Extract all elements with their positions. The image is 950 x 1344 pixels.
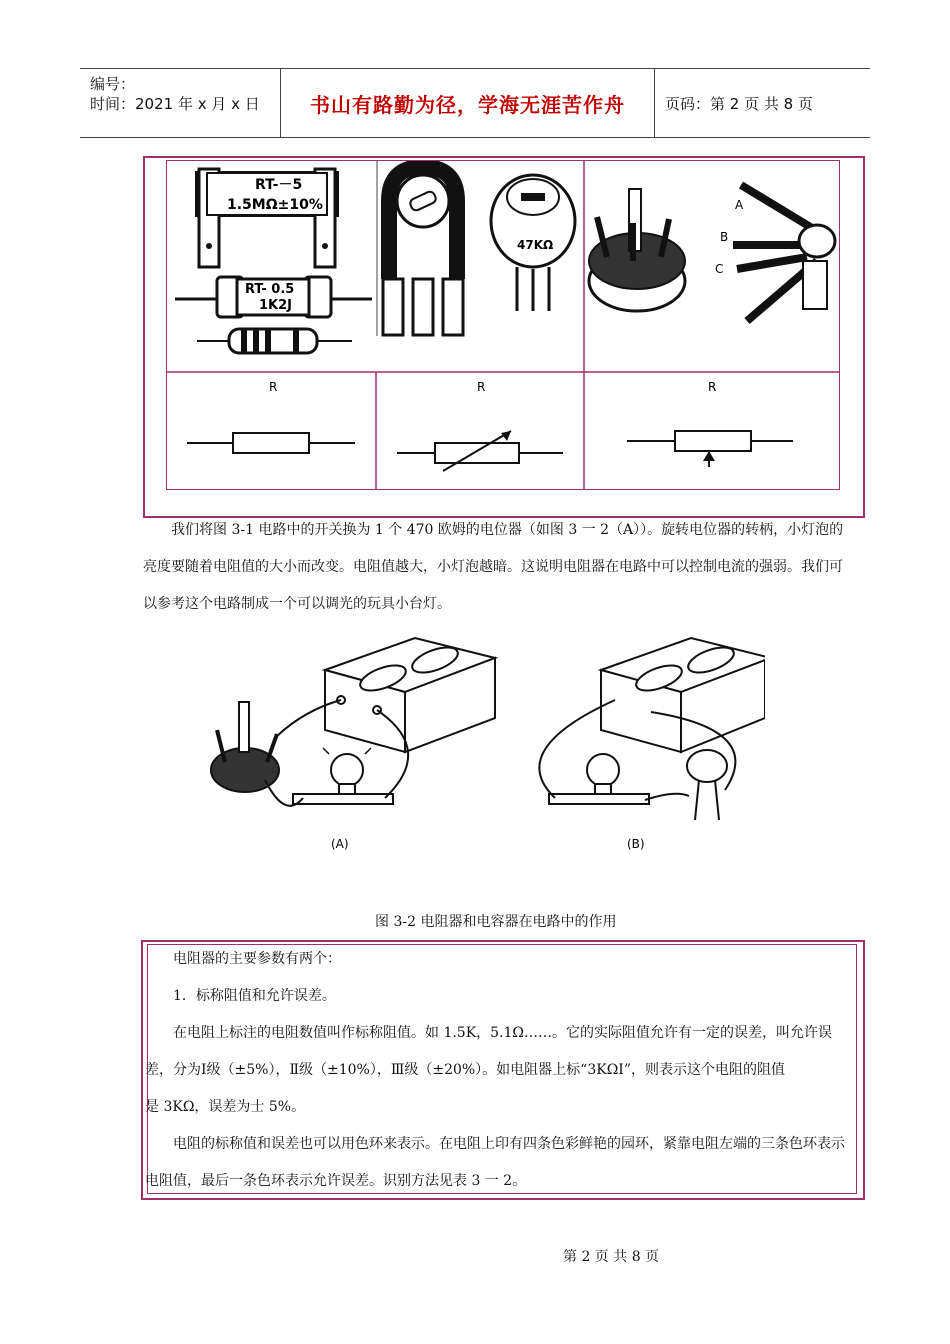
symbol-label-potentiometer: R [708,380,717,394]
terminal-c-label: C [715,262,724,276]
potentiometer-symbol-icon [627,431,793,467]
circuit-a-label: (A) [331,837,349,851]
paragraph-potentiometer [143,512,873,623]
rt5-label: RT-－5 [255,177,303,193]
symbol-label-fixed: R [269,380,278,394]
trimmer-47k-label: 47KΩ [517,238,554,252]
circuit-b-label: (B) [627,837,645,851]
trimmer-potentiometer-icon [383,167,463,335]
circuit-a-bulb-icon [293,748,393,804]
circuit-figure [205,630,765,860]
resistor-figure-svg [167,161,839,489]
params-line7: 电阻值，最后一条色环表示允许误差。识别方法见表 3 一 2。 [145,1173,527,1189]
rotary-potentiometer-icon [589,189,685,311]
page-header [80,68,870,138]
fixed-resistor-symbol-icon [187,433,355,453]
figure-caption: 图 3-2 电阻器和电容器在电路中的作用 [375,914,617,930]
resistor-figure-table [166,160,840,490]
params-line2: 1．标称阻值和允许误差。 [173,988,336,1004]
circuit-b-bulb-icon [549,754,649,804]
para1-line2: 亮度要随着电阻值的大小而改变。电阻值越大，小灯泡越暗。这说明电阻器在电路中可以控制电流的强弱。我们可 [143,559,843,575]
symbol-label-variable: R [477,380,486,394]
header-right-cell [655,69,870,137]
header-motto: 书山有路勤为径，学海无涯苦作舟 [281,69,655,137]
para1-line3: 以参考这个电路制成一个可以调光的玩具小台灯。 [143,596,451,612]
circuit-figure-svg [205,630,765,860]
terminal-a-label: A [735,198,744,212]
params-line3: 在电阻上标注的电阻数值叫作标称阻值。如 1.5K，5.1Ω……。它的实际阻值允许有一定的误差，叫允许误 [173,1025,833,1041]
date-label: 时间：2021 年 x 月 x 日 [90,95,260,113]
para1-line1: 我们将图 3-1 电路中的开关换为 1 个 470 欧姆的电位器（如图 3 一 2（A））。旋转电位器的转柄，小灯泡的 [171,522,844,538]
header-left-cell [80,69,281,137]
circuit-b-battery-icon [601,638,765,752]
rt05-value-label: 1K2J [259,298,293,313]
circuit-a-battery-icon [325,638,495,752]
variable-resistor-symbol-icon [397,431,563,471]
footer-page-number: 第 2 页 共 8 页 [563,1249,660,1265]
params-line6: 电阻的标称值和误差也可以用色环来表示。在电阻上印有四条色彩鲜艳的园环，紧靠电阻左端的三条色环表示 [173,1136,845,1152]
params-line1: 电阻器的主要参数有两个： [173,951,341,967]
params-text [145,941,863,1200]
circuit-b-capacitor-icon [687,750,727,820]
params-line5: 是 3KΩ，误差为士 5%。 [145,1099,306,1115]
rt05-label: RT- 0.5 [245,282,295,297]
color-band-resistor-icon [197,329,352,353]
document-number-label: 编号： [90,75,136,93]
potentiometer-terminals-icon [733,185,835,321]
circuit-a-potentiometer-icon [211,702,279,792]
rt5-value-label: 1.5MΩ±10% [227,197,323,213]
terminal-b-label: B [720,230,729,244]
page-indicator: 页码：第 2 页 共 8 页 [665,95,813,113]
params-line4: 差，分为Ⅰ级（±5%），Ⅱ级（±10%），Ⅲ级（±20%）。如电阻器上标“3KΩⅠ”，则表示这个电阻的阻值 [145,1062,785,1078]
